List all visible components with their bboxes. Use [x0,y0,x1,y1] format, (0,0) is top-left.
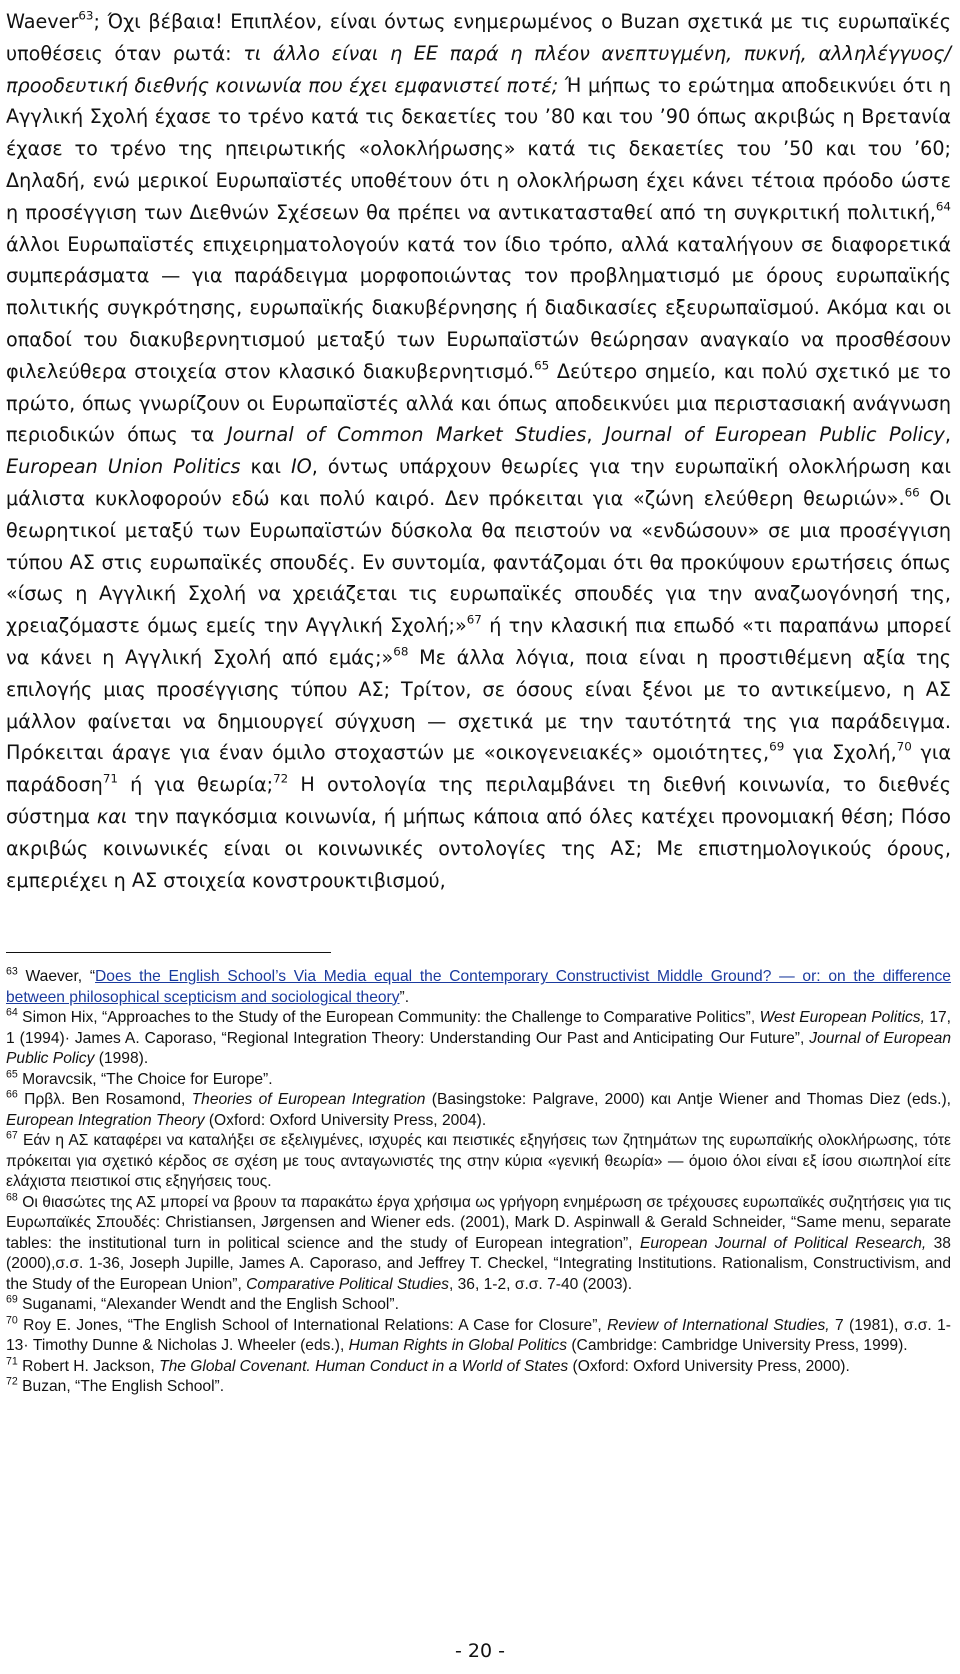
body-italic-text: IO [290,455,312,479]
footnote-italic-text: West European Politics, [759,1009,925,1027]
body-text: ή για θεωρία; [117,773,274,797]
footnote-item [6,1070,951,1091]
body-italic-text: Journal of European Public Policy [604,423,945,447]
body-footnote-ref: 67 [466,612,482,627]
footnote-footnote-ref: 67 [6,1129,18,1142]
body-text: Ή μήπως το ερώτημα αποδεικνύει ότι η Αγγλική Σχολή έχασε το τρένο κατά τις δεκαετίες του ’80 και του ’90 όπως ακριβώς η Βρετανία έχασε το τρένο της ηπειρωτικής «ολοκλήρωσης» κατά τις δεκαετίες του ’50 και του ’60; Δηλαδή, ενώ μερικοί Ευρωπαϊστές υποθέτουν ότι η ολοκλήρωση έχει κάνει τέτοια πρόοδο ώστε η προσέγγιση των Διεθνών Σχέσεων θα πρέπει να αντικατασταθεί από τη συγκριτική πολιτική, [6,73,951,224]
footnote-italic-text: European Journal of Political Research, [639,1234,927,1252]
body-footnote-ref: 63 [78,8,94,23]
body-italic-text: Journal of Common Market Studies [226,423,587,447]
footnote-link[interactable]: Does the English School’s Via Media equal the Contemporary Constructivist Middle Ground? — or: on the difference between philosophical scepticism and sociological theory [6,968,951,1006]
footnote-italic-text: Comparative Political Studies [246,1275,449,1293]
body-text: την παγκόσμια κοινωνία, ή μήπως κάποια από όλες κατέχει προνομιακή θέση; Πόσο ακριβώς κοινωνικές είναι οι κοινωνικές οντολογίες της ΑΣ; Με επιστημολογικούς όρους, εμπεριέχει η ΑΣ στοιχεία κονστρουκτιβισμού, [6,804,951,892]
footnote-item [6,1193,951,1296]
footnote-text: Waever, “ [17,968,96,986]
footnote-italic-text: Theories of European Integration [191,1091,426,1109]
page-number: - 20 - [455,1640,505,1662]
footnote-footnote-ref: 63 [6,965,18,978]
footnote-item [6,967,951,1008]
body-italic-text: European Union Politics [6,455,241,479]
body-text: άλλοι Ευρωπαϊστές επιχειρηματολογούν κατά τον ίδιο τρόπο, αλλά καταλήγουν σε διαφορετικά συμπεράσματα — για παράδειγμα μορφοποιώντας τον προβληματισμό με όρους ευρωπαϊκής πολιτικής συγκρότησης, ευρωπαϊκής διακυβέρνησης ή διαδικασίες εξευρωπαϊσμού. Ακόμα και οι οπαδοί του διακυβερνητισμού μεταξύ των Ευρωπαϊστών θεώρησαν αναγκαίο να προσθέσουν φιλελεύθερα στοιχεία στον κλασικό διακυβερνητισμό. [6,232,951,383]
footnote-text: 38 (2000),σ.σ. 1-36, Joseph Jupille, James A. Caporaso, and Jeffrey T. Checkel, “Integrating Institutions. Rationalism, Constructivism, and the Study of the European Union”, [6,1234,951,1293]
body-text: ή την κλασική πια επωδό «τι παραπάνω μπορεί να κάνει η Αγγλική Σχολή από εμάς;» [6,614,951,669]
body-text: , [586,423,605,447]
body-text: και [240,455,291,479]
footnote-separator [6,952,331,953]
footnote-text: (1998). [94,1050,149,1068]
footnote-text: Suganami, “Alexander Wendt and the English School”. [17,1296,399,1314]
footnote-text: ”. [399,988,410,1006]
footnote-italic-text: Human Rights in Global Politics [348,1337,568,1355]
body-paragraph [6,6,951,896]
footnotes-section [6,967,951,1398]
footnote-text: Οι θιασώτες της ΑΣ μπορεί να βρουν τα παρακάτω έργα χρήσιμα ως γρήγορη ενημέρωση σε τρέχουσες ευρωπαϊκές συζητήσεις για τις Ευρωπαϊκές Σπουδές: Christiansen, Jørgensen and Wiener eds. (2001), Mark D. Aspinwall & Gerald Schneider, “Same menu, separate tables: the institutional turn in political science and the study of European integration”, [6,1193,951,1252]
body-text: , όντως υπάρχουν θεωρίες για την ευρωπαϊκή ολοκλήρωση και μάλιστα κυκλοφορούν εδώ και πολύ καιρό. Δεν πρόκειται για «ζώνη ελεύθερη θεωριών». [6,455,951,510]
footnote-footnote-ref: 64 [6,1006,18,1019]
footnote-text: Moravcsik, “The Choice for Europe”. [17,1070,273,1088]
footnote-footnote-ref: 69 [6,1293,18,1306]
footnote-text: Εάν η ΑΣ καταφέρει να καταλήξει σε εξελιγμένες, ισχυρές και πειστικές εξηγήσεις των ζητημάτων της ευρωπαϊκής ολοκλήρωσης, τότε πρόκειται για σχετικό κέρδος σε σχέση με τους ανταγωνιστές της στην κύρια «γενική θεωρία» — όμοιο όλοι είναι εξ ίσου σιωπηλοί είτε ελάχιστα πειστικοί στις εξηγήσεις τους. [6,1132,951,1191]
footnote-footnote-ref: 66 [6,1088,18,1101]
body-text: Η οντολογία της περιλαμβάνει τη διεθνή κοινωνία, το διεθνές σύστημα [6,773,951,828]
footnote-footnote-ref: 70 [6,1314,18,1327]
footnote-italic-text: Journal of European Public Policy [6,1029,951,1068]
footnote-text: Robert H. Jackson, [17,1357,160,1375]
footnote-item [6,1316,951,1357]
footnote-item [6,1377,951,1398]
body-text: Οι θεωρητικοί μεταξύ των Ευρωπαϊστών δύσκολα θα πειστούν να «ενδώσουν» σε μια προσέγγιση τύπου ΑΣ στις ευρωπαϊκές σπουδές. Εν συντομία, φαντάζομαι ότι θα προκύψουν ερωτήσεις όπως «ίσως η Αγγλική Σχολή να χρειάζεται τις ευρωπαϊκές σπουδές για την αναζωογόνησή της, χρειαζόμαστε όμως εμείς την Αγγλική Σχολή;» [6,486,951,638]
footnote-text: Buzan, “The English School”. [17,1378,225,1396]
body-italic-text: τι άλλο είναι η ΕΕ παρά η πλέον ανεπτυγμένη, πυκνή, αλληλέγγυος/προοδευτική διεθνής κοινωνία που έχει εμφανιστεί ποτέ; [6,41,951,97]
footnote-item [6,1357,951,1378]
footnote-item [6,1295,951,1316]
footnote-item [6,1008,951,1070]
body-text: για παράδοση [6,741,951,797]
footnote-footnote-ref: 71 [6,1355,18,1368]
body-text: ; Όχι βέβαια! Επιπλέον, είναι όντως ενημερωμένος ο Buzan σχετικά με τις ευρωπαϊκές υποθέσεις όταν ρωτά: [6,10,951,65]
footnote-italic-text: The Global Covenant. Human Conduct in a World of States [159,1357,569,1375]
body-text: για Σχολή, [784,741,897,765]
footnote-italic-text: Review of International Studies, [607,1316,830,1334]
footnote-text: 7 (1981), σ.σ. 1-13· Timothy Dunne & Nicholas J. Wheeler (eds.), [6,1316,951,1355]
footnote-text: , 36, 1-2, σ.σ. 7-40 (2003). [448,1275,633,1293]
footnote-text: 17, 1 (1994)· James A. Caporaso, “Regional Integration Theory: Understanding Our Past and Anticipating Our Future”, [6,1009,951,1047]
footnote-text: Roy E. Jones, “The English School of International Relations: A Case for Closure”, [17,1316,608,1334]
footnote-footnote-ref: 72 [6,1375,18,1388]
footnote-footnote-ref: 65 [6,1068,18,1081]
body-text: , [944,423,952,447]
body-text: Με άλλα λόγια, ποια είναι η προστιθέμενη αξία της επιλογής μιας προσέγγισης τύπου ΑΣ; Τρίτον, σε όσους είναι ξένοι με το αντικείμενο, η ΑΣ μάλλον φαίνεται να δημιουργεί σύγχυση — σχετικά με την ταυτότητά της για παράδειγμα. Πρόκειται άραγε για έναν όμιλο στοχαστών με «οικογενειακές» ομοιότητες, [6,645,952,765]
footnote-text: (Oxford: Oxford University Press, 2004). [204,1111,487,1129]
footnote-italic-text: European Integration Theory [6,1111,205,1129]
body-footnote-ref: 64 [935,199,951,214]
body-text: Δεύτερο σημείο, και πολύ σχετικό με το πρώτο, όπως γνωρίζουν οι Ευρωπαϊστές αλλά και όπως αποδεικνύει μια περιστασιακή ανάγνωση περιοδικών όπως τα [6,359,951,447]
body-footnote-ref: 65 [534,358,550,373]
footnote-text: (Cambridge: Cambridge University Press, 1999). [567,1337,908,1355]
footnote-text: (Oxford: Oxford University Press, 2000). [568,1357,850,1375]
footnote-item [6,1090,951,1131]
body-footnote-ref: 66 [904,485,920,500]
footnote-text: Simon Hix, “Approaches to the Study of the European Community: the Challenge to Comparative Politics”, [17,1009,760,1027]
body-italic-text: και [96,804,128,828]
body-footnote-ref: 71 [102,771,118,786]
footnote-footnote-ref: 68 [6,1191,18,1204]
body-footnote-ref: 72 [273,771,289,786]
body-footnote-ref: 68 [393,644,409,659]
footnote-text: (Basingstoke: Palgrave, 2000) και Antje Wiener and Thomas Diez (eds.), [425,1091,951,1109]
footnote-item [6,1131,951,1193]
footnote-text: Πρβλ. Ben Rosamond, [17,1091,192,1109]
body-footnote-ref: 70 [896,740,912,754]
body-text: Waever [6,10,79,33]
body-footnote-ref: 69 [769,740,785,754]
